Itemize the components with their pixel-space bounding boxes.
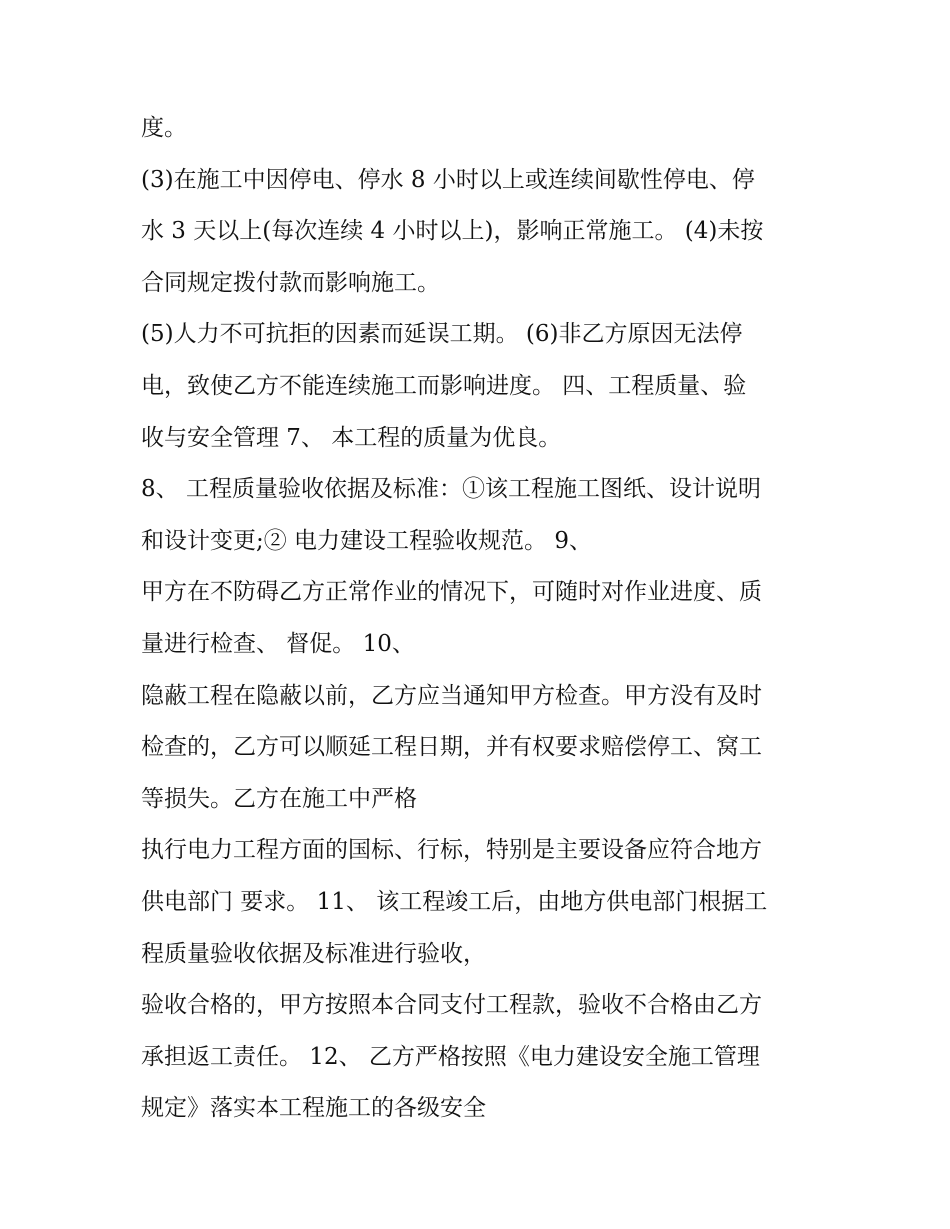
text-line: (3)在施工中因停电、停水 8 小时以上或连续间歇性停电、停 <box>141 166 755 193</box>
text-line: (5)人力不可抗拒的因素而延误工期。 (6)非乙方原因无法停 <box>141 321 743 348</box>
text-line: 和设计变更;② 电力建设工程验收规范。 9、 <box>141 527 593 554</box>
text-line: 电，致使乙方不能连续施工而影响进度。 四、工程质量、验 <box>141 372 747 399</box>
text-line: 合同规定拨付款而影响施工。 <box>141 269 440 296</box>
text-line: 收与安全管理 7、 本工程的质量为优良。 <box>141 424 562 451</box>
text-line: 度。 <box>141 115 187 141</box>
document-body <box>141 108 831 1140</box>
text-line: 程质量验收依据及标准进行验收， <box>141 940 486 967</box>
text-line: 规定》落实本工程施工的各级安全 <box>141 1095 486 1122</box>
text-line: 承担返工责任。 12、 乙方严格按照《电力建设安全施工管理 <box>141 1043 760 1070</box>
text-line: 量进行检查、 督促。 10、 <box>141 630 415 657</box>
text-line: 等损失。乙方在施工中严格 <box>141 785 417 812</box>
text-line: 水 3 天以上(每次连续 4 小时以上)，影响正常施工。 (4)未按 <box>141 218 764 245</box>
text-line: 隐蔽工程在隐蔽以前，乙方应当通知甲方检查。甲方没有及时 <box>141 682 762 709</box>
text-line: 供电部门 要求。 11、 该工程竣工后，由地方供电部门根据工 <box>141 888 768 915</box>
text-line: 验收合格的，甲方按照本合同支付工程款，验收不合格由乙方 <box>141 992 762 1019</box>
text-line: 甲方在不防碍乙方正常作业的情况下，可随时对作业进度、质 <box>141 579 762 606</box>
text-line: 8、 工程质量验收依据及标准：①该工程施工图纸、设计说明 <box>141 476 761 503</box>
text-line: 执行电力工程方面的国标、行标，特别是主要设备应符合地方 <box>141 837 762 864</box>
text-line: 检查的，乙方可以顺延工程日期，并有权要求赔偿停工、窝工 <box>141 734 762 761</box>
